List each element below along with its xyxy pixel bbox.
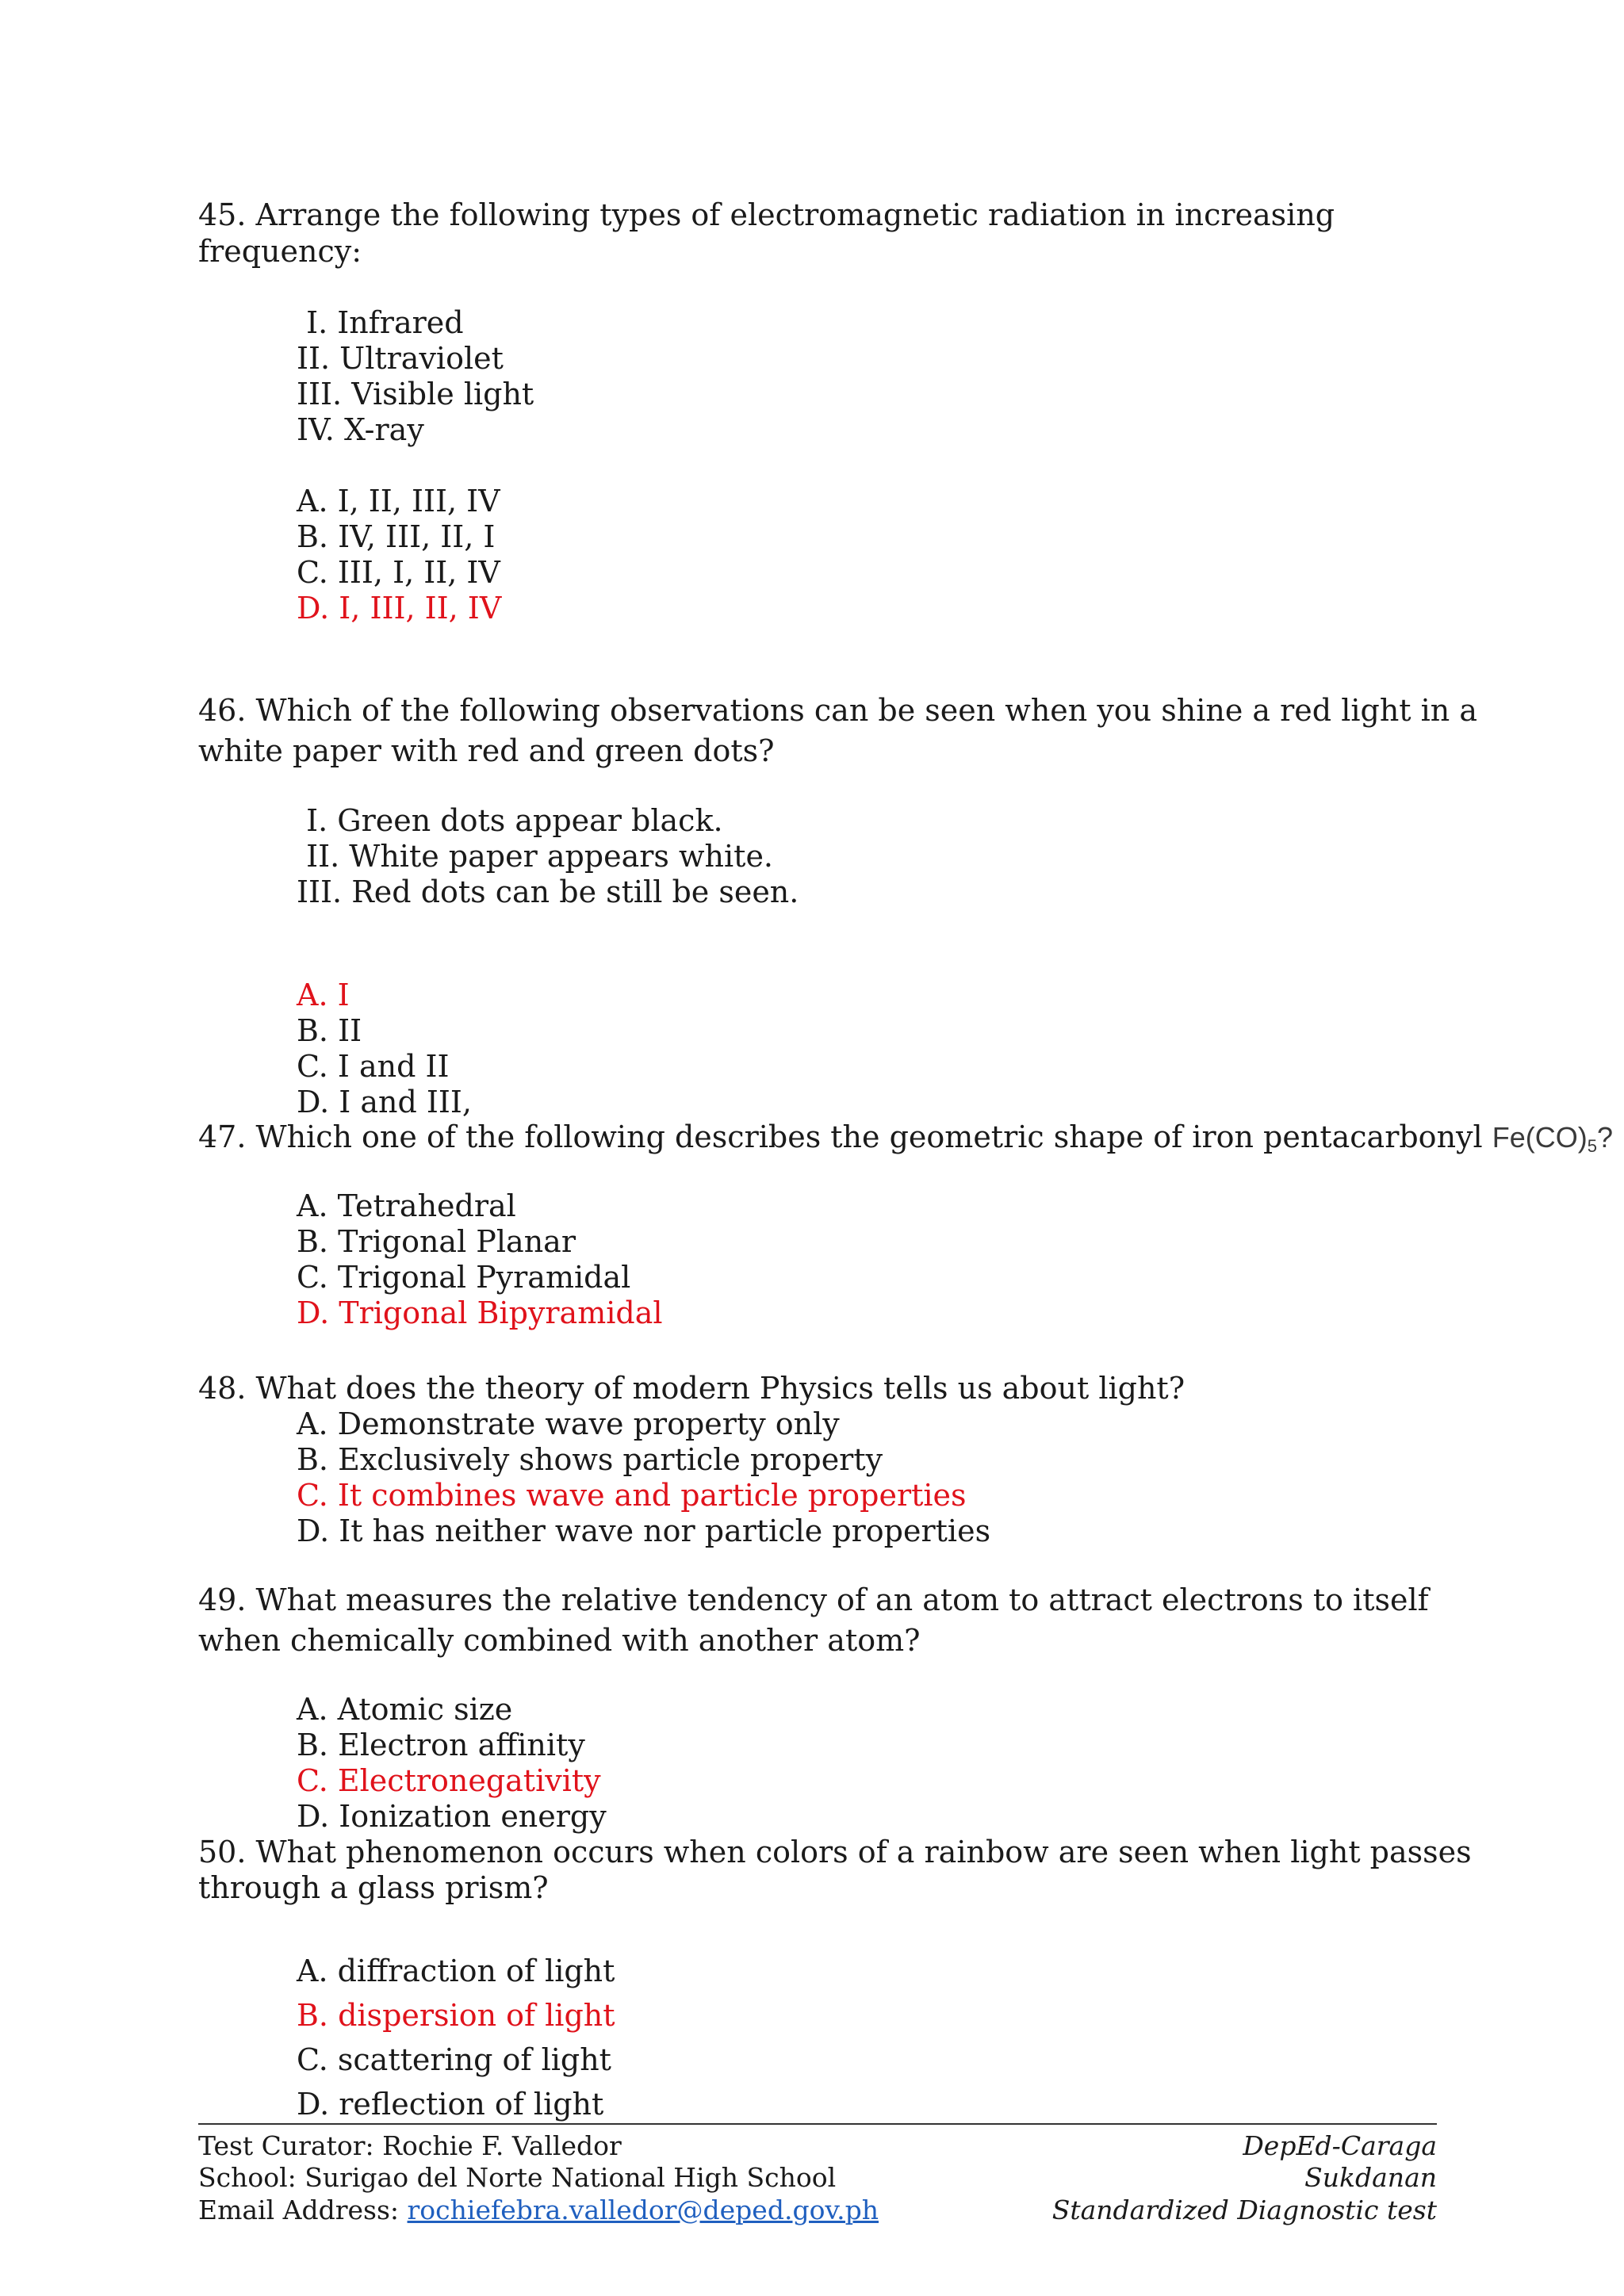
question-49-option-b: B. Electron affinity <box>297 1728 585 1762</box>
question-46-option-b: B. II <box>297 1013 362 1048</box>
chemical-formula <box>1492 1121 1613 1154</box>
question-46-item-1: I. Green dots appear black. <box>297 803 723 838</box>
question-45-option-a: A. I, II, III, IV <box>297 484 500 519</box>
question-50-text-line-2: through a glass prism? <box>198 1870 549 1905</box>
question-47-option-d-answer: D. Trigonal Bipyramidal <box>297 1295 663 1330</box>
question-49-option-d: D. Ionization energy <box>297 1799 607 1834</box>
question-47-option-b: B. Trigonal Planar <box>297 1224 576 1259</box>
question-46-option-d: D. I and III, <box>297 1085 473 1119</box>
footer-email-line <box>198 2194 879 2227</box>
footer-org: DepEd-Caraga <box>1243 2130 1437 2161</box>
question-46-option-c: C. I and II <box>297 1049 450 1084</box>
question-49-option-a: A. Atomic size <box>297 1692 513 1727</box>
question-45-option-b: B. IV, III, II, I <box>297 519 496 554</box>
question-49-text-line-1: 49. What measures the relative tendency of an atom to attract electrons to itself <box>198 1582 1429 1617</box>
question-48-option-b: B. Exclusively shows particle property <box>297 1442 883 1477</box>
footer-curator: Test Curator: Rochie F. Valledor <box>198 2130 622 2161</box>
question-45-text-line-1: 45. Arrange the following types of electromagnetic radiation in increasing <box>198 197 1335 232</box>
question-45-text-line-2: frequency: <box>198 234 362 269</box>
question-47-option-c: C. Trigonal Pyramidal <box>297 1260 631 1295</box>
question-46-text-line-2: white paper with red and green dots? <box>198 733 775 768</box>
question-45-item-3: III. Visible light <box>297 377 534 411</box>
question-46-option-a-answer: A. I <box>297 978 350 1012</box>
question-48-option-a: A. Demonstrate wave property only <box>297 1406 840 1441</box>
question-45-option-c: C. III, I, II, IV <box>297 555 500 590</box>
question-50-option-d: D. reflection of light <box>297 2087 604 2122</box>
footer-email-link[interactable]: rochiefebra.valledor@deped.gov.ph <box>407 2195 879 2225</box>
question-50-text-line-1: 50. What phenomenon occurs when colors of a rainbow are seen when light passes <box>198 1835 1472 1869</box>
question-50-option-a: A. diffraction of light <box>297 1954 615 1988</box>
footer-divider <box>198 2123 1437 2125</box>
question-47-option-a: A. Tetrahedral <box>297 1188 516 1223</box>
footer-test-name: Standardized Diagnostic test <box>1051 2195 1437 2225</box>
question-48-option-d: D. It has neither wave nor particle properties <box>297 1513 991 1548</box>
question-45-item-2: II. Ultraviolet <box>297 341 504 376</box>
question-45-option-d-answer: D. I, III, II, IV <box>297 591 502 626</box>
question-45-item-4: IV. X-ray <box>297 412 424 447</box>
question-48-option-c-answer: C. It combines wave and particle properties <box>297 1478 967 1513</box>
footer-program: Sukdanan <box>1304 2162 1437 2193</box>
footer-school: School: Surigao del Norte National High School <box>198 2162 837 2193</box>
question-45-item-1: I. Infrared <box>297 305 464 340</box>
question-49-option-c-answer: C. Electronegativity <box>297 1763 601 1798</box>
question-49-text-line-2: when chemically combined with another atom? <box>198 1623 921 1658</box>
question-46-text-line-1: 46. Which of the following observations can be seen when you shine a red light in a <box>198 693 1478 728</box>
footer-email-label: Email Address: <box>198 2195 408 2225</box>
question-46-item-3: III. Red dots can be still be seen. <box>297 874 799 909</box>
question-46-item-2: II. White paper appears white. <box>297 839 774 874</box>
formula-main: Fe(CO) <box>1492 1121 1588 1154</box>
question-47-text-line-1 <box>198 1119 1613 1165</box>
question-48-text-line-1: 48. What does the theory of modern Physics tells us about light? <box>198 1371 1185 1406</box>
question-50-option-b-answer: B. dispersion of light <box>297 1998 615 2033</box>
question-47-text: 47. Which one of the following describes the geometric shape of iron pentacarbonyl <box>198 1119 1483 1154</box>
formula-question-mark: ? <box>1597 1121 1614 1154</box>
question-50-option-c: C. scattering of light <box>297 2042 611 2077</box>
formula-subscript: 5 <box>1587 1136 1598 1156</box>
